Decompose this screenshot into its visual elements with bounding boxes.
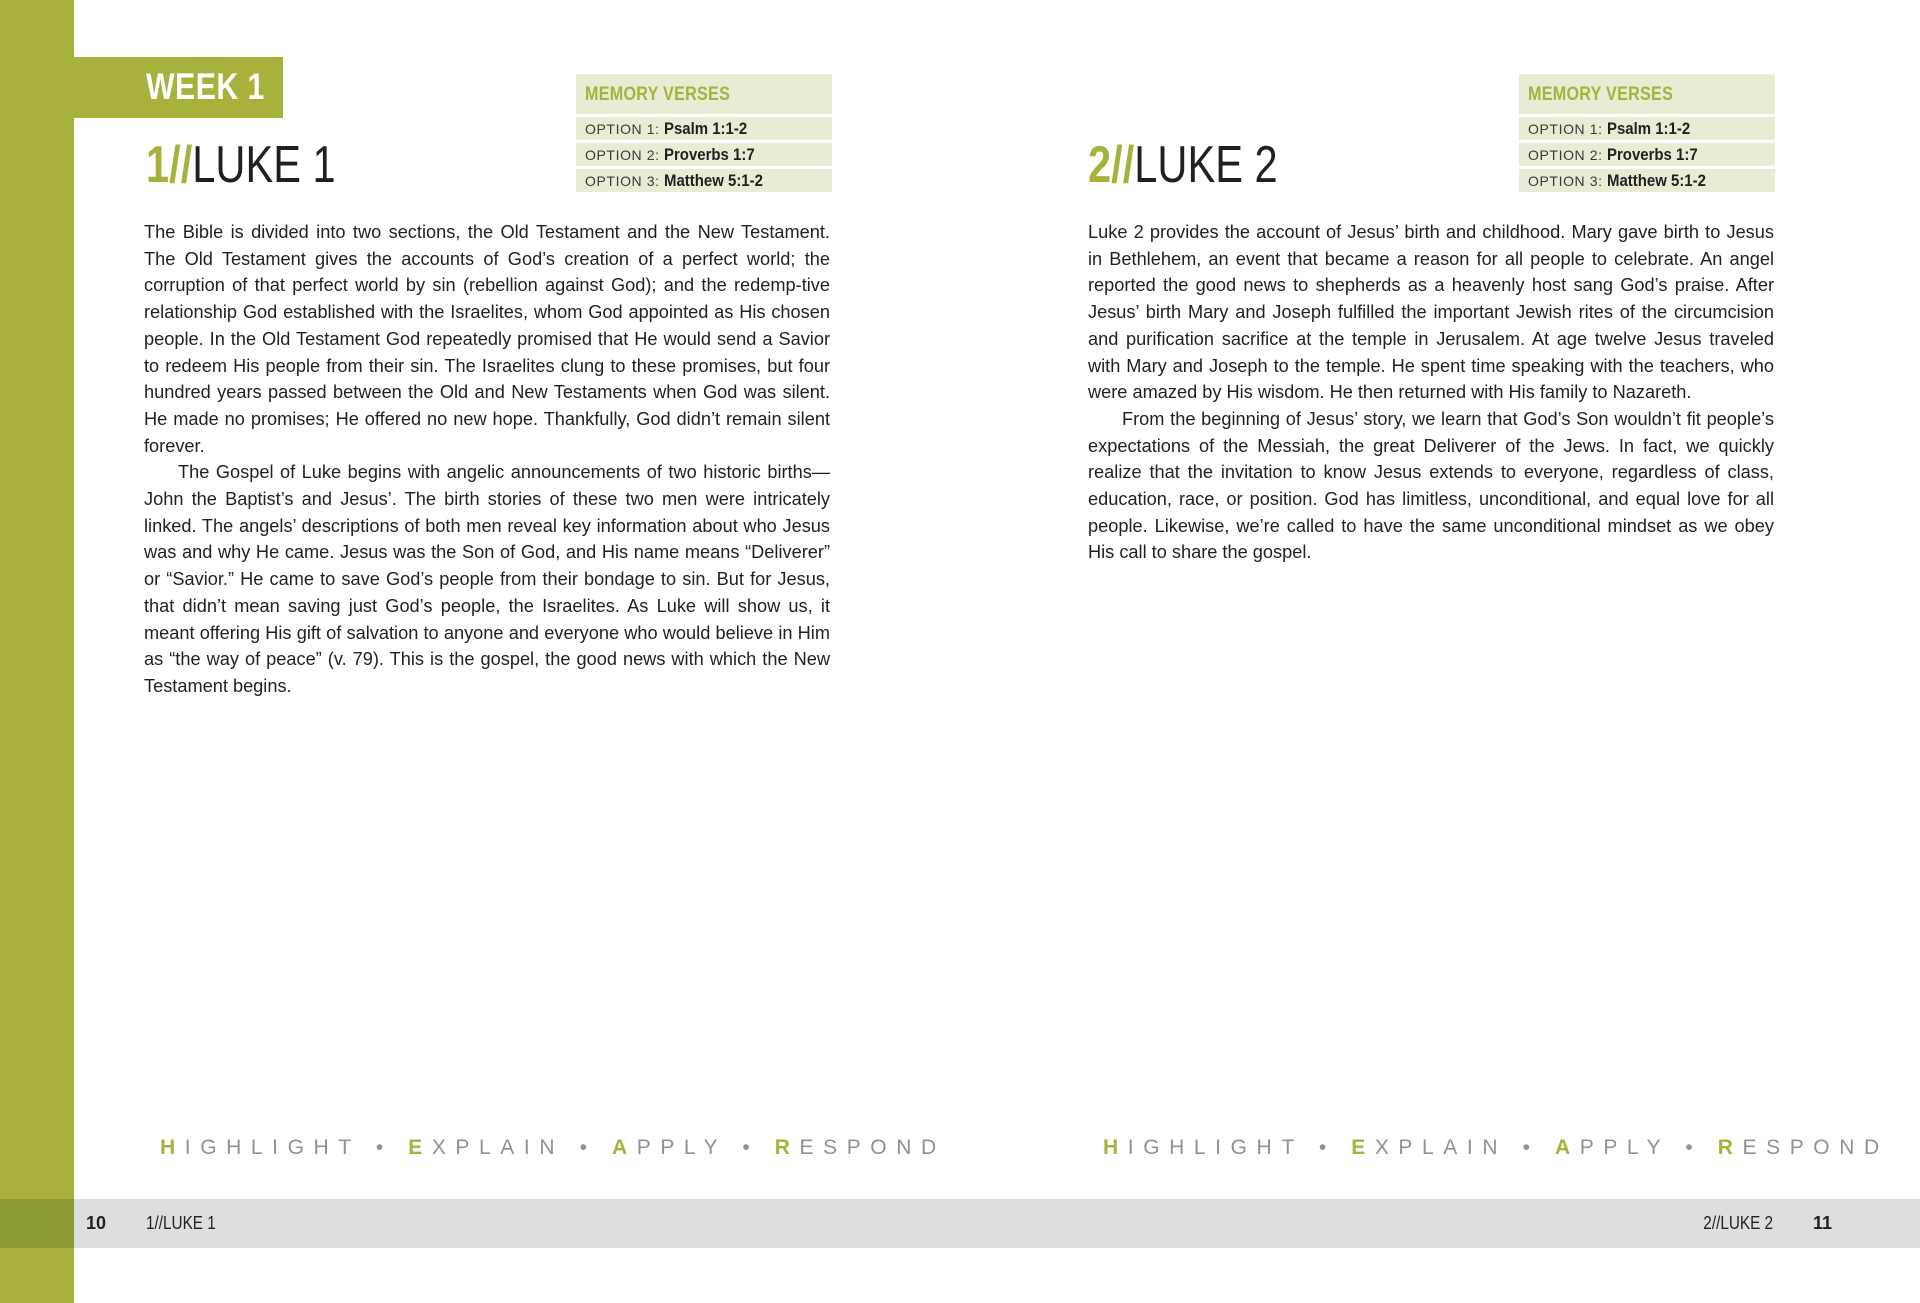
right-running-head: 2//LUKE 2: [1703, 1213, 1773, 1233]
memory-verse-option: [576, 143, 832, 166]
left-accent-bar: [0, 0, 74, 1303]
option-label: OPTION 2:: [1528, 147, 1603, 163]
verse-reference: Proverbs 1:7: [1607, 145, 1698, 164]
chapter-name: LUKE 2: [1134, 136, 1278, 194]
verse-reference: Psalm 1:1-2: [664, 119, 748, 138]
week-tab: [74, 57, 283, 118]
left-chapter-title: [146, 134, 336, 196]
memory-verse-option: [576, 117, 832, 140]
memory-verse-option: [1519, 117, 1775, 140]
option-label: OPTION 3:: [585, 173, 660, 189]
left-running-head: 1//LUKE 1: [146, 1213, 216, 1233]
paragraph: The Gospel of Luke begins with angelic announcements of two historic births—John the Baptist’s and Jesus’. The birth stories of these two men were intricately linked. The angels’ descriptions of both men reveal key information about who Jesus was and why He came. Jesus was the Son of God, and His name means “Deliverer” or “Savior.” He came to save God’s people from their bondage to sin. But for Jesus, that didn’t mean saving just God’s people, the Israelites. As Luke will show us, it meant offering His gift of salvation to anyone and everyone who would believe in Him as “the way of peace” (v. 79). This is the gospel, the good news with which the New Testament begins.: [144, 462, 830, 696]
paragraph: The Bible is divided into two sections, the Old Testament and the New Testament. The Old Testament gives the accounts of God’s creation of a perfect world; the corruption of that perfect world by sin (rebellion against God); and the redemp-tive relationship God established with the Israelites, whom God appointed as His chosen people. In the Old Testament God repeatedly promised that He would send a Savior to redeem His people from their sin. The Israelites clung to these promises, but four hundred years passed between the Old and New Testaments when God was silent. He made no promises; He offered no new hope. Thankfully, God didn’t remain silent forever.: [144, 222, 830, 456]
footer-accent: [0, 1199, 74, 1248]
right-body-text: [1088, 219, 1774, 566]
option-label: OPTION 1:: [585, 121, 660, 137]
left-body-text: [144, 219, 830, 700]
chapter-name: LUKE 1: [192, 136, 336, 194]
verse-reference: Matthew 5:1-2: [1607, 171, 1707, 190]
verse-reference: Psalm 1:1-2: [1607, 119, 1691, 138]
memory-verse-option: [576, 169, 832, 192]
paragraph: Luke 2 provides the account of Jesus’ birth and childhood. Mary gave birth to Jesus in Bethlehem, an event that became a reason for all people to celebrate. An angel reported the good news to shepherds as a heavenly host sang God’s praise. After Jesus’ birth Mary and Joseph fulfilled the important Jewish rites of the circumcision and purification sacrifice at the temple in Jerusalem. At age twelve Jesus traveled with Mary and Joseph to the temple. He spent time speaking with the teachers, who were amazed by His wisdom. He then returned with His family to Nazareth.: [1088, 222, 1774, 403]
footer-band: [0, 1199, 1920, 1248]
left-hear-method: HIGHLIGHT • EXPLAIN • APPLY • RESPOND: [160, 1136, 946, 1159]
left-page-number: 10: [86, 1213, 107, 1233]
option-label: OPTION 2:: [585, 147, 660, 163]
chapter-number: 2//: [1088, 136, 1135, 194]
right-hear-method: HIGHLIGHT • EXPLAIN • APPLY • RESPOND: [1103, 1136, 1889, 1159]
right-chapter-title: [1088, 134, 1278, 196]
right-page-number: 11: [1813, 1213, 1833, 1233]
right-memory-verses-box: [1519, 74, 1775, 192]
week-label: WEEK 1: [146, 66, 265, 107]
option-label: OPTION 1:: [1528, 121, 1603, 137]
option-label: OPTION 3:: [1528, 173, 1603, 189]
verse-reference: Matthew 5:1-2: [664, 171, 764, 190]
memory-verse-option: [1519, 143, 1775, 166]
paragraph: From the beginning of Jesus’ story, we learn that God’s Son wouldn’t fit people’s expectations of the Messiah, the great Deliverer of the Jews. In fact, we quickly realize that the invitation to know Jesus extends to everyone, regardless of class, education, race, or position. God has limitless, unconditional, and equal love for all people. Likewise, we’re called to have the same unconditional mindset as we obey His call to share the gospel.: [1088, 408, 1774, 563]
verse-reference: Proverbs 1:7: [664, 145, 755, 164]
memory-verses-heading: MEMORY VERSES: [1519, 74, 1775, 114]
memory-verses-heading: MEMORY VERSES: [576, 74, 832, 114]
memory-verse-option: [1519, 169, 1775, 192]
chapter-number: 1//: [146, 136, 193, 194]
left-memory-verses-box: [576, 74, 832, 192]
